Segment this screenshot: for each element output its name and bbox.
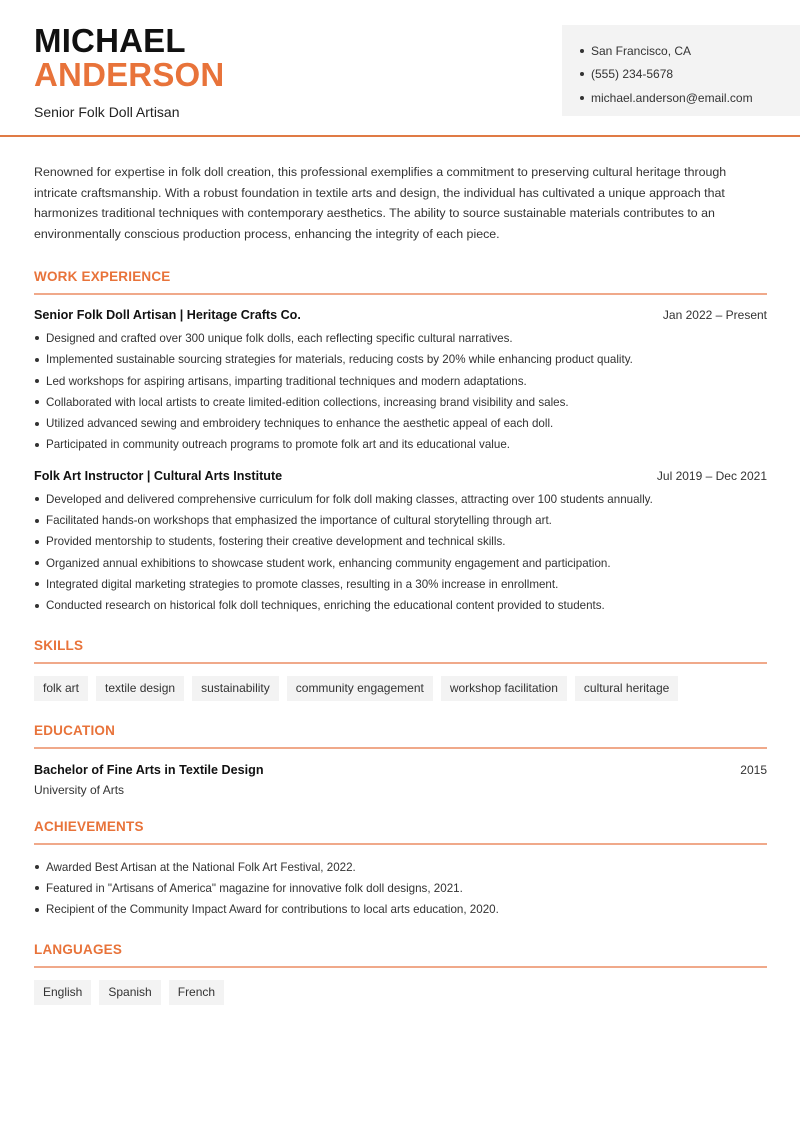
list-item: Integrated digital marketing strategies to promote classes, resulting in a 30% increase in enrollment. bbox=[34, 574, 767, 595]
skill-tag: workshop facilitation bbox=[441, 676, 567, 701]
list-item: Led workshops for aspiring artisans, imparting traditional techniques and modern adaptations. bbox=[34, 370, 767, 391]
list-item: Recipient of the Community Impact Award for contributions to local arts education, 2020. bbox=[34, 899, 767, 920]
name-block bbox=[34, 24, 224, 120]
section-title-skills: SKILLS bbox=[34, 638, 767, 664]
list-item: Provided mentorship to students, fostering their creative development and technical skills. bbox=[34, 531, 767, 552]
job-bullets bbox=[34, 328, 767, 456]
section-title-education: EDUCATION bbox=[34, 723, 767, 749]
bullet-icon bbox=[35, 519, 39, 523]
bullet-icon bbox=[35, 582, 39, 586]
bullet-icon bbox=[35, 908, 39, 912]
list-item: Implemented sustainable sourcing strategies for materials, reducing costs by 20% while enhancing product quality. bbox=[34, 349, 767, 370]
bullet-icon bbox=[35, 865, 39, 869]
first-name: MICHAEL bbox=[34, 22, 186, 59]
skills-section bbox=[34, 638, 767, 701]
skill-tag: textile design bbox=[96, 676, 184, 701]
language-tag: English bbox=[34, 980, 91, 1005]
skill-tag: cultural heritage bbox=[575, 676, 678, 701]
contact-phone-text: (555) 234-5678 bbox=[591, 67, 674, 82]
skill-tag: folk art bbox=[34, 676, 88, 701]
list-item: Featured in "Artisans of America" magazine for innovative folk doll designs, 2021. bbox=[34, 878, 767, 899]
bullet-icon bbox=[35, 540, 39, 544]
skill-tags bbox=[34, 676, 767, 701]
list-item: Conducted research on historical folk doll techniques, enriching the educational content provided to students. bbox=[34, 595, 767, 616]
work-experience-section bbox=[34, 269, 767, 617]
list-item: Participated in community outreach programs to promote folk art and its educational value. bbox=[34, 434, 767, 455]
language-tag: French bbox=[169, 980, 224, 1005]
resume-body bbox=[34, 162, 767, 1005]
last-name: ANDERSON bbox=[34, 56, 225, 93]
language-tag: Spanish bbox=[99, 980, 160, 1005]
contact-email-text: michael.anderson@email.com bbox=[591, 90, 753, 105]
section-title-achievements: ACHIEVEMENTS bbox=[34, 819, 767, 845]
school: University of Arts bbox=[34, 783, 125, 798]
summary: Renowned for expertise in folk doll creation, this professional exemplifies a commitment to preserving cultural heritage through intricate craftsmanship. With a robust foundation in textile arts and design, the individual has cultivated a unique approach that harmonizes traditional techniques with contemporary aesthetics. The ability to source sustainable materials contributes to an environmentally conscious production process, enhancing the integrity of each piece. bbox=[34, 165, 727, 242]
contact-phone bbox=[580, 63, 800, 87]
job-role: Senior Folk Doll Artisan | Heritage Crafts Co. bbox=[34, 307, 301, 322]
contact-location-text: San Francisco, CA bbox=[591, 43, 692, 58]
job-dates: Jul 2019 – Dec 2021 bbox=[656, 468, 767, 483]
bullet-icon bbox=[580, 96, 584, 100]
bullet-icon bbox=[35, 886, 39, 890]
degree: Bachelor of Fine Arts in Textile Design bbox=[34, 763, 264, 778]
bullet-icon bbox=[580, 49, 584, 53]
list-item: Utilized advanced sewing and embroidery techniques to enhance the aesthetic appeal of each doll. bbox=[34, 413, 767, 434]
bullet-icon bbox=[35, 497, 39, 501]
list-item: Developed and delivered comprehensive curriculum for folk doll making classes, attracting over 100 students annually. bbox=[34, 489, 767, 510]
education-year: 2015 bbox=[740, 763, 767, 778]
job-entry bbox=[34, 308, 767, 456]
bullet-icon bbox=[35, 561, 39, 565]
bullet-icon bbox=[35, 422, 39, 426]
bullet-icon bbox=[580, 72, 584, 76]
achievements-list bbox=[34, 856, 767, 920]
list-item: Facilitated hands-on workshops that emphasized the importance of cultural storytelling through art. bbox=[34, 510, 767, 531]
bullet-icon bbox=[35, 358, 39, 362]
education-section bbox=[34, 723, 767, 797]
contact-box bbox=[562, 25, 800, 116]
achievements-section bbox=[34, 819, 767, 920]
list-item: Designed and crafted over 300 unique folk dolls, each reflecting specific cultural narratives. bbox=[34, 328, 767, 349]
job-title: Senior Folk Doll Artisan bbox=[34, 104, 180, 120]
bullet-icon bbox=[35, 604, 39, 608]
job-entry bbox=[34, 469, 767, 617]
bullet-icon bbox=[35, 379, 39, 383]
job-dates: Jan 2022 – Present bbox=[662, 307, 767, 322]
bullet-icon bbox=[35, 400, 39, 404]
section-title-work: WORK EXPERIENCE bbox=[34, 269, 767, 295]
section-title-languages: LANGUAGES bbox=[34, 942, 767, 968]
contact-location bbox=[580, 39, 800, 63]
language-tags bbox=[34, 980, 767, 1005]
contact-email bbox=[580, 86, 800, 110]
list-item: Awarded Best Artisan at the National Folk Art Festival, 2022. bbox=[34, 856, 767, 877]
bullet-icon bbox=[35, 336, 39, 340]
job-role: Folk Art Instructor | Cultural Arts Institute bbox=[34, 468, 283, 483]
languages-section bbox=[34, 942, 767, 1005]
skill-tag: sustainability bbox=[192, 676, 279, 701]
resume-header bbox=[0, 0, 800, 137]
list-item: Collaborated with local artists to create limited-edition collections, increasing brand visibility and sales. bbox=[34, 392, 767, 413]
bullet-icon bbox=[35, 443, 39, 447]
job-bullets bbox=[34, 489, 767, 617]
list-item: Organized annual exhibitions to showcase student work, enhancing community engagement and participation. bbox=[34, 552, 767, 573]
skill-tag: community engagement bbox=[287, 676, 433, 701]
